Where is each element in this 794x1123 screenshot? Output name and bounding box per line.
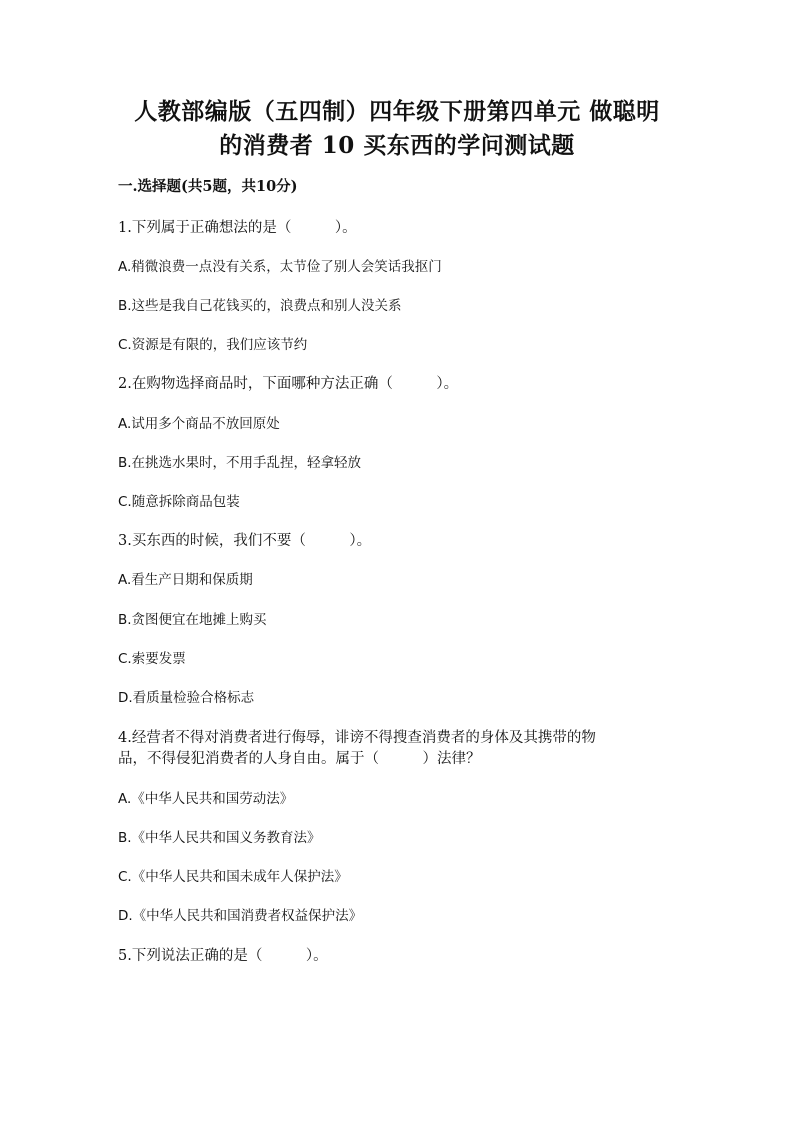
- document-title-line-1: 人教部编版（五四制）四年级下册第四单元 做聪明: [134, 98, 660, 125]
- document-title-line-2: 的消费者 10 买东西的学问测试题: [219, 132, 575, 159]
- question-2-option-c: C.随意拆除商品包装: [118, 494, 240, 510]
- question-1-option-b: B.这些是我自己花钱买的，浪费点和别人没关系: [118, 298, 402, 314]
- question-3-stem: 3.买东西的时候，我们不要（ ）。: [118, 533, 372, 549]
- question-3-option-d: D.看质量检验合格标志: [118, 690, 255, 706]
- question-1-stem: 1.下列属于正确想法的是（ ）。: [118, 220, 357, 236]
- question-1-option-a: A.稍微浪费一点没有关系，太节俭了别人会笑话我抠门: [118, 259, 442, 275]
- question-1-option-c: C.资源是有限的，我们应该节约: [118, 337, 308, 353]
- question-2-stem: 2.在购物选择商品时，下面哪种方法正确（ ）。: [118, 376, 459, 392]
- question-4-option-b: B.《中华人民共和国义务教育法》: [118, 830, 321, 846]
- question-4-option-d: D.《中华人民共和国消费者权益保护法》: [118, 908, 363, 924]
- question-3-option-b: B.贪图便宜在地摊上购买: [118, 612, 267, 628]
- question-4-option-a: A.《中华人民共和国劳动法》: [118, 791, 294, 807]
- question-4-stem-line-1: 4.经营者不得对消费者进行侮辱，诽谤不得搜查消费者的身体及其携带的物: [118, 730, 596, 746]
- question-4-stem-line-2: 品，不得侵犯消费者的人身自由。属于（ ）法律？: [118, 751, 481, 767]
- question-3-option-c: C.索要发票: [118, 651, 186, 667]
- question-2-option-a: A.试用多个商品不放回原处: [118, 416, 280, 432]
- question-3-option-a: A.看生产日期和保质期: [118, 572, 253, 588]
- question-2-option-b: B.在挑选水果时，不用手乱捏，轻拿轻放: [118, 455, 362, 471]
- section-heading: 一.选择题(共5题，共10分): [118, 178, 298, 195]
- question-5-stem: 5.下列说法正确的是（ ）。: [118, 948, 328, 964]
- question-4-option-c: C.《中华人民共和国未成年人保护法》: [118, 869, 348, 885]
